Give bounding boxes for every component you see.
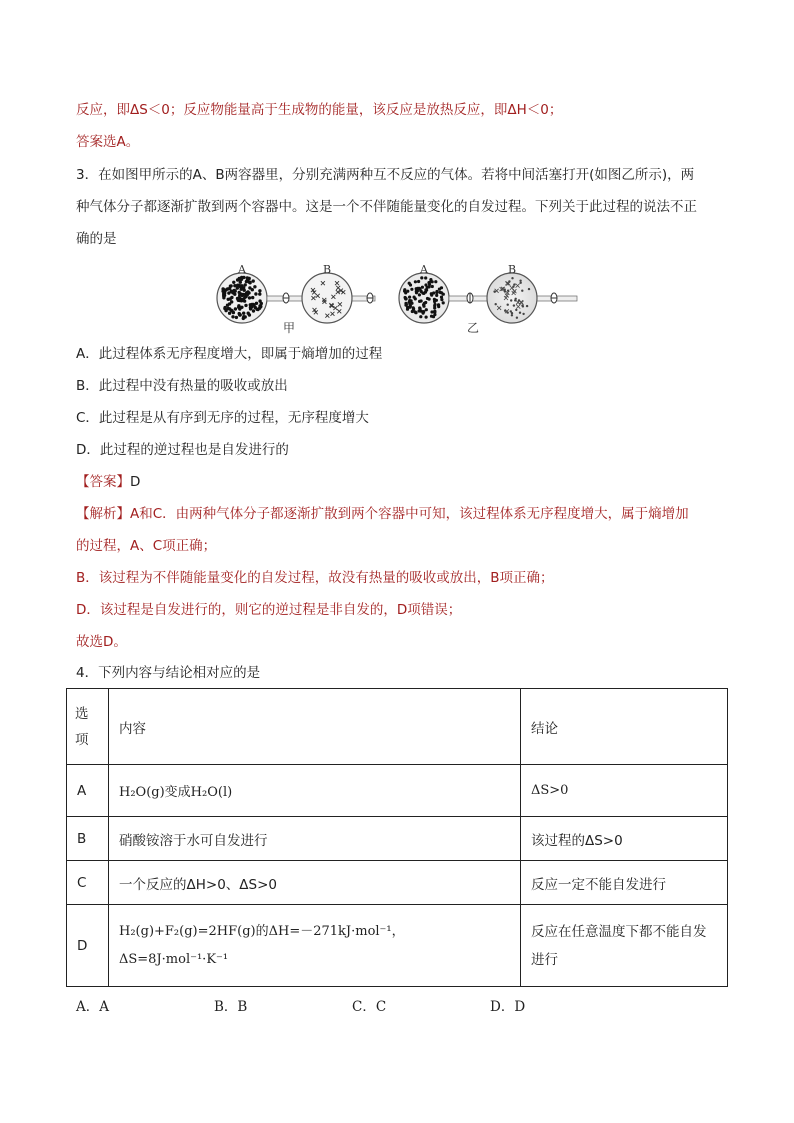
analysis-line-1 <box>76 504 689 524</box>
prev-analysis-line: 反应，即ΔS＜0；反应物能量高于生成物的能量，该反应是放热反应，即ΔH＜0； <box>76 102 563 118</box>
label-a-yi: A <box>420 263 428 276</box>
row-d-content-line-1: H₂(g)+F₂(g)=2HF(g)的ΔH=－271kJ·mol⁻¹， <box>119 923 405 939</box>
question-3-stem-line-1: 3．在如图甲所示的A、B两容器里，分别充满两种互不反应的气体。若将中间活塞打开(如图乙所示)，两 <box>76 167 695 183</box>
row-b-option: B <box>67 817 109 861</box>
question-4-table <box>66 688 728 987</box>
question-3-stem-line-2: 种气体分子都逐渐扩散到两个容器中。这是一个不伴随能量变化的自发过程。下列关于此过程的说法不正 <box>76 199 697 215</box>
answer-value: D <box>130 474 141 490</box>
analysis-line-2: 的过程，A、C项正确； <box>76 538 217 554</box>
option-d: D．此过程的逆过程也是自发进行的 <box>76 442 289 458</box>
table-row <box>67 765 728 817</box>
label-b-jia: B <box>323 263 332 276</box>
container-b-jia <box>302 273 352 323</box>
choice-c: C．C <box>352 999 387 1015</box>
row-d-conclusion-line-1: 反应在任意温度下都不能自发 <box>531 923 707 940</box>
caption-jia: 甲 <box>283 321 296 335</box>
option-a: A．此过程体系无序程度增大，即属于熵增加的过程 <box>76 346 383 362</box>
row-a-content: H₂O(g)变成H₂O(l) <box>109 765 521 817</box>
analysis-line-4: D．该过程是自发进行的，则它的逆过程是非自发的，D项错误； <box>76 602 462 618</box>
row-a-conclusion: ΔS>0 <box>521 765 728 817</box>
prev-answer-line: 答案选A。 <box>76 134 140 150</box>
question-4-choices <box>76 995 636 1015</box>
container-a-yi <box>399 273 449 323</box>
stopcock-yi-right-icon <box>551 293 557 303</box>
analysis-text-1: A和C．由两种气体分子都逐渐扩散到两个容器中可知，该过程体系无序程度增大，属于熵增加 <box>130 506 689 522</box>
label-a-jia: A <box>238 263 246 276</box>
stopcock-yi-open-icon <box>467 293 473 303</box>
table-row <box>67 817 728 861</box>
answer-tag: 【答案】 <box>76 474 130 490</box>
header-content-cell: 内容 <box>109 689 521 765</box>
row-d-conclusion-line-2: 进行 <box>531 951 558 968</box>
row-c-conclusion: 反应一定不能自发进行 <box>521 861 728 905</box>
row-c-option: C <box>67 861 109 905</box>
choice-b: B．B <box>214 999 248 1015</box>
caption-yi: 乙 <box>467 321 480 335</box>
table-row <box>67 905 728 987</box>
question-3-stem-line-3: 确的是 <box>76 231 117 247</box>
row-a-option: A <box>67 765 109 817</box>
row-b-content: 硝酸铵溶于水可自发进行 <box>109 817 521 861</box>
analysis-line-5: 故选D。 <box>76 634 127 650</box>
analysis-tag: 【解析】 <box>76 506 130 522</box>
stopcock-jia-right-icon <box>367 293 373 303</box>
analysis-line-3: B．该过程为不伴随能量变化的自发过程，故没有热量的吸收或放出，B项正确； <box>76 570 554 586</box>
label-b-yi: B <box>508 263 517 276</box>
row-b-conclusion: 该过程的ΔS>0 <box>521 817 728 861</box>
table-header-row <box>67 689 728 765</box>
question-4-stem: 4．下列内容与结论相对应的是 <box>76 665 261 681</box>
row-d-content-line-2: ΔS=8J·mol⁻¹·K⁻¹ <box>119 951 229 967</box>
table-row <box>67 861 728 905</box>
row-c-content: 一个反应的ΔH>0、ΔS>0 <box>109 861 521 905</box>
header-option-cell: 选 项 <box>67 689 109 765</box>
container-a-jia <box>217 273 267 323</box>
header-conclusion-cell: 结论 <box>521 689 728 765</box>
answer-line <box>76 472 140 492</box>
choice-a: A．A <box>76 999 109 1015</box>
option-b: B．此过程中没有热量的吸收或放出 <box>76 378 288 394</box>
choice-d: D．D <box>490 999 526 1015</box>
gas-diffusion-figure <box>215 256 580 338</box>
row-d-conclusion <box>521 905 728 987</box>
option-c: C．此过程是从有序到无序的过程，无序程度增大 <box>76 410 369 426</box>
row-d-option: D <box>67 905 109 987</box>
container-b-yi <box>487 273 537 323</box>
row-d-content <box>109 905 521 987</box>
stopcock-jia-open-icon <box>283 293 289 303</box>
